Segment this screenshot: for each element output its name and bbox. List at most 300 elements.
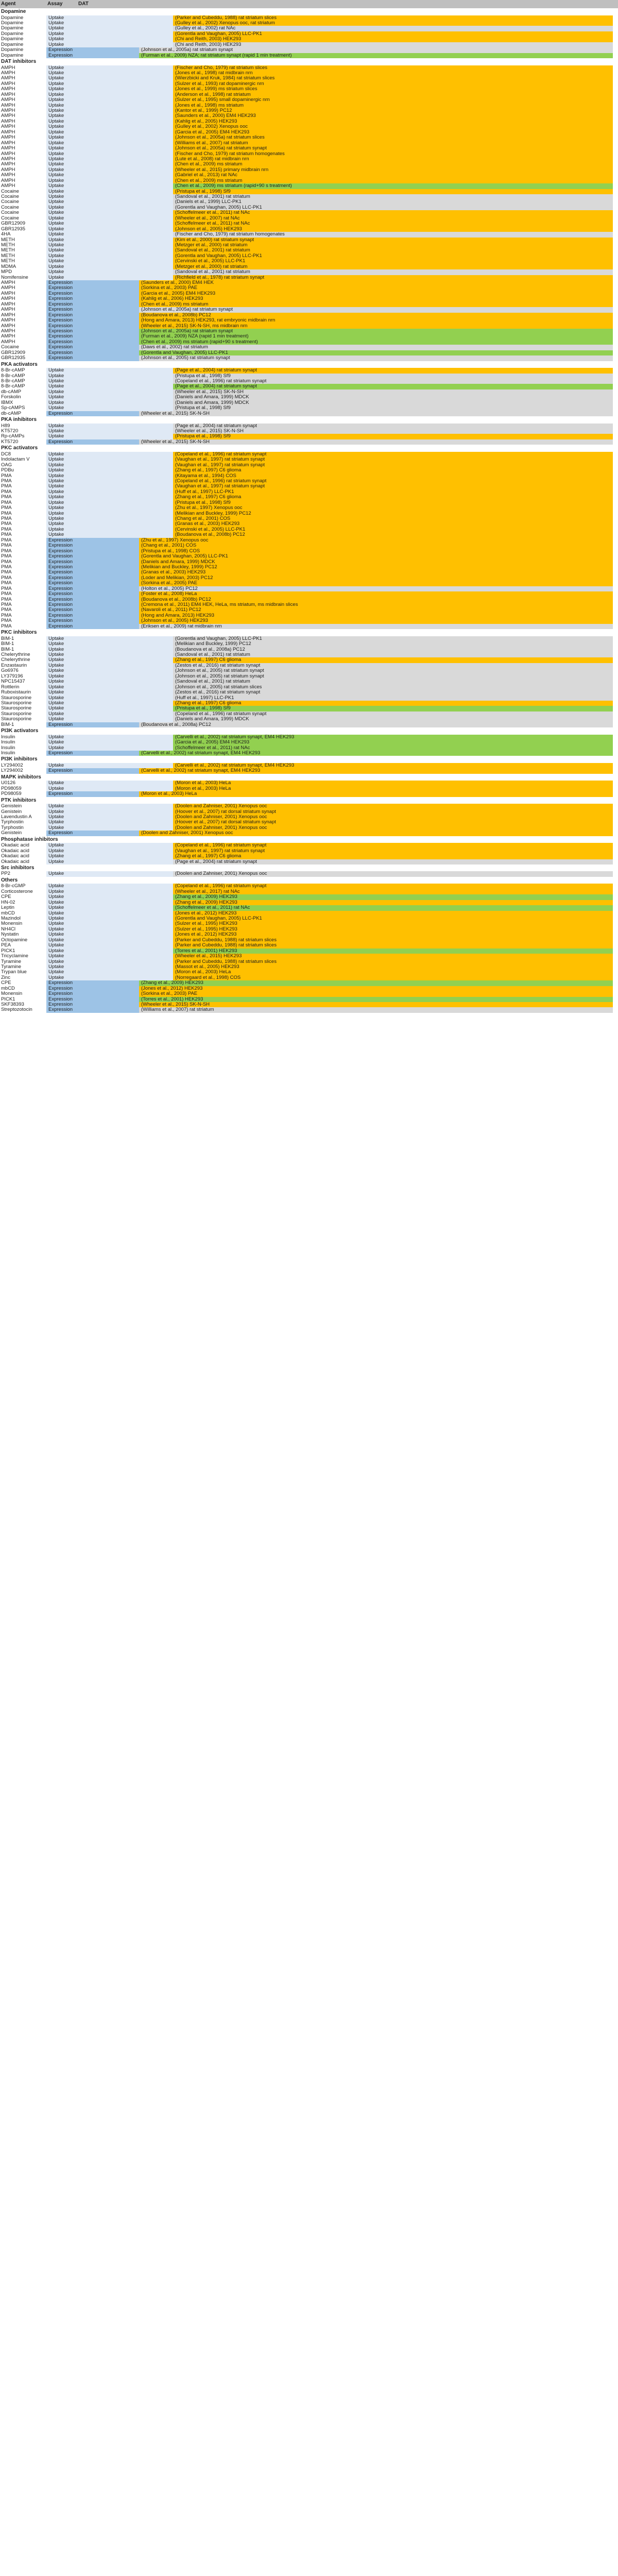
table-header bbox=[0, 0, 618, 8]
agent-cell: Dopamine bbox=[1, 52, 24, 58]
agent-cell: Indolactam V bbox=[1, 456, 30, 463]
table-row bbox=[0, 668, 618, 673]
assay-label: Uptake bbox=[48, 215, 64, 221]
table-row bbox=[0, 350, 618, 355]
dat-result-text: (Wheeler et al., 2007) rat NAc bbox=[175, 215, 240, 221]
assay-label: Expression bbox=[48, 623, 73, 629]
dat-result-cell bbox=[173, 889, 613, 894]
agent-cell: AMPH bbox=[1, 183, 15, 189]
agent-cell: Nomifensine bbox=[1, 274, 28, 280]
table-row bbox=[0, 1007, 618, 1012]
assay-cell bbox=[46, 781, 173, 786]
agent-cell: GBR12935 bbox=[1, 355, 26, 361]
dat-result-text: (Carvelli et al., 2002) rat striatum synapt, EM4 HEK293 bbox=[175, 734, 295, 740]
table-row bbox=[0, 457, 618, 462]
agent-cell: AMPH bbox=[1, 156, 15, 162]
agent-cell: AMPH bbox=[1, 91, 15, 97]
dat-result-text: (Wheeler et al., 2015) SK-N-SH, ms midbrain nrn bbox=[141, 323, 248, 329]
table-row bbox=[0, 657, 618, 663]
table-row bbox=[0, 65, 618, 71]
dat-result-text: (Pristupa et al., 1998) Sf9 bbox=[175, 499, 231, 505]
dat-result-cell bbox=[173, 232, 613, 237]
assay-cell bbox=[46, 452, 173, 457]
dat-result-text: (Torres et al., 2001) HEK293 bbox=[175, 947, 237, 954]
assay-cell bbox=[46, 647, 173, 652]
agent-cell: PDBu bbox=[1, 467, 14, 473]
agent-cell: PMA bbox=[1, 564, 12, 570]
dat-result-text: (Chen et al., 2009) ms striatum bbox=[175, 161, 243, 167]
agent-cell: PMA bbox=[1, 569, 12, 575]
assay-cell bbox=[46, 521, 173, 527]
table-row bbox=[0, 871, 618, 876]
assay-cell bbox=[46, 916, 173, 921]
section-header: PKA inhibitors bbox=[1, 417, 37, 422]
assay-cell bbox=[46, 189, 173, 194]
agent-cell: AMPH bbox=[1, 97, 15, 103]
dat-result-text: (Doolen and Zahniser, 2001) Xenopus ooc bbox=[175, 803, 267, 809]
assay-cell bbox=[46, 194, 173, 199]
section-header: PKC inhibitors bbox=[1, 630, 37, 636]
table-row bbox=[0, 162, 618, 167]
table-row bbox=[0, 722, 618, 727]
table-row bbox=[0, 334, 618, 339]
dat-result-text: (Boudanova et al., 2008b) PC12 bbox=[141, 312, 211, 318]
table-row bbox=[0, 900, 618, 905]
dat-result-cell bbox=[173, 275, 613, 280]
table-row bbox=[0, 560, 618, 565]
table-row bbox=[0, 473, 618, 479]
dat-result-text: (Jones et al., 1999) ms striatum slices bbox=[175, 86, 258, 92]
assay-label: Expression bbox=[48, 596, 73, 602]
table-row bbox=[0, 607, 618, 613]
dat-result-text: (Boudanova et al., 2008a) PC12 bbox=[141, 721, 211, 727]
table-row bbox=[0, 959, 618, 964]
dat-result-text: (Johnson et al., 2005) rat striatum synapt bbox=[175, 673, 264, 679]
dat-result-text: (Sorkina et al., 2005) PAE bbox=[141, 580, 198, 586]
dat-result-text: (Melikian and Buckley, 1999) PC12 bbox=[141, 564, 217, 570]
assay-label: Expression bbox=[48, 543, 73, 549]
table-row bbox=[0, 954, 618, 959]
assay-cell bbox=[46, 81, 173, 87]
assay-cell bbox=[46, 97, 173, 103]
dat-result-text: (Pristupa et al., 1998) COS bbox=[141, 548, 200, 554]
dat-result-text: (Zhang et al., 1997) C6 glioma bbox=[175, 467, 242, 473]
assay-label: Uptake bbox=[48, 20, 64, 26]
dat-result-text: (Hong and Amara, 2013) HEK293, rat embryonic midbrain nrn bbox=[141, 317, 276, 324]
dat-result-text: (Copeland et al., 1996) rat striatum synapt bbox=[175, 451, 267, 457]
dat-result-cell bbox=[173, 871, 613, 876]
assay-label: Expression bbox=[48, 607, 73, 613]
dat-result-text: (Copeland et al., 1996) rat striatum synapt bbox=[175, 710, 267, 717]
assay-label: Expression bbox=[48, 328, 73, 334]
dat-result-cell bbox=[173, 964, 613, 970]
dat-result-text: (Parker and Cubeddu, 1988) rat striatum slices bbox=[175, 937, 277, 943]
agent-cell: PICK1 bbox=[1, 947, 15, 954]
dat-result-text: (Carvelli et al., 2002) rat striatum synapt, EM4 HEK293 bbox=[175, 762, 295, 768]
assay-cell bbox=[46, 53, 139, 58]
assay-label: Uptake bbox=[48, 30, 64, 37]
agent-cell: AMPH bbox=[1, 307, 15, 313]
assay-label: Uptake bbox=[48, 814, 64, 820]
assay-cell bbox=[46, 679, 173, 684]
table-row bbox=[0, 685, 618, 690]
assay-label: Uptake bbox=[48, 734, 64, 740]
table-row bbox=[0, 613, 618, 618]
assay-cell bbox=[46, 900, 173, 905]
table-row bbox=[0, 31, 618, 37]
agent-cell: Okadaic acid bbox=[1, 842, 29, 849]
table-row bbox=[0, 355, 618, 361]
table-row bbox=[0, 275, 618, 280]
assay-label: Uptake bbox=[48, 842, 64, 849]
agent-cell: MDMA bbox=[1, 263, 16, 269]
assay-cell bbox=[46, 162, 173, 167]
assay-label: Uptake bbox=[48, 652, 64, 657]
table-body bbox=[0, 8, 618, 1013]
assay-label: Expression bbox=[48, 553, 73, 560]
dat-result-cell bbox=[139, 991, 613, 996]
assay-cell bbox=[46, 489, 173, 495]
agent-cell: GBR12935 bbox=[1, 226, 26, 232]
dat-result-cell bbox=[173, 468, 613, 473]
assay-cell bbox=[46, 468, 173, 473]
assay-label: Uptake bbox=[48, 657, 64, 663]
assay-label: Uptake bbox=[48, 942, 64, 948]
assay-label: Uptake bbox=[48, 510, 64, 516]
dat-result-cell bbox=[173, 804, 613, 809]
dat-result-text: (Fischer and Cho, 1979) rat striatum homogenates bbox=[175, 150, 285, 157]
assay-label: Uptake bbox=[48, 97, 64, 103]
assay-cell bbox=[46, 905, 173, 910]
assay-label: Uptake bbox=[48, 274, 64, 280]
assay-cell bbox=[46, 37, 173, 42]
agent-cell: Staurosporine bbox=[1, 710, 32, 717]
dat-result-text: (Zhang et al., 1997) C6 glioma bbox=[175, 657, 242, 663]
table-row bbox=[0, 468, 618, 473]
dat-result-cell bbox=[139, 53, 613, 58]
agent-cell: Okadaic acid bbox=[1, 858, 29, 865]
table-row bbox=[0, 745, 618, 751]
assay-cell bbox=[46, 894, 173, 900]
dat-result-text: (Wheeler et al., 2015) SK-N-SH bbox=[175, 428, 244, 434]
dat-result-text: (Parker and Cubeddu, 1988) rat striatum slices bbox=[175, 14, 277, 21]
agent-cell: db-cAMP bbox=[1, 410, 22, 416]
agent-cell: AMPH bbox=[1, 172, 15, 178]
assay-cell bbox=[46, 221, 173, 226]
table-row bbox=[0, 581, 618, 586]
agent-cell: PMA bbox=[1, 505, 12, 511]
dat-result-text: (Lute et al., 2008) rat midbrain nrn bbox=[175, 156, 249, 162]
dat-result-cell bbox=[173, 916, 613, 921]
assay-cell bbox=[46, 65, 173, 71]
agent-cell: Tyrphostin bbox=[1, 824, 24, 831]
assay-label: Uptake bbox=[48, 150, 64, 157]
table-row bbox=[0, 831, 618, 836]
dat-result-text: (Page et al., 2004) rat striatum synapt bbox=[175, 383, 257, 389]
assay-label: Uptake bbox=[48, 532, 64, 538]
table-row bbox=[0, 538, 618, 543]
dat-result-text: (Kitayama et al., 1994) COS bbox=[175, 472, 236, 479]
table-row bbox=[0, 205, 618, 210]
dat-result-cell bbox=[173, 183, 613, 189]
table-row bbox=[0, 47, 618, 53]
table-row bbox=[0, 843, 618, 848]
dat-result-cell bbox=[139, 791, 613, 796]
dat-result-text: (Johnson et al., 2005) HEK293 bbox=[141, 618, 208, 624]
agent-cell: Dopamine bbox=[1, 47, 24, 53]
assay-cell bbox=[46, 167, 173, 173]
table-row bbox=[0, 932, 618, 937]
table-row bbox=[0, 964, 618, 970]
dat-result-text: (Daws et al., 2002) rat striatum bbox=[141, 344, 208, 350]
agent-cell: Forskolin bbox=[1, 394, 21, 400]
agent-cell: PMA bbox=[1, 580, 12, 586]
table-row bbox=[0, 970, 618, 975]
section-header: DAT inhibitors bbox=[1, 59, 37, 64]
dat-result-text: (Johnson et al., 2005) rat striatum synapt bbox=[175, 668, 264, 674]
assay-label: Uptake bbox=[48, 472, 64, 479]
assay-label: Uptake bbox=[48, 646, 64, 652]
dat-result-text: (Sorkina et al., 2003) PAE bbox=[141, 991, 198, 997]
agent-cell: Chelerythrine bbox=[1, 652, 30, 657]
dat-result-text: (Anderson et al., 1998) rat striatum bbox=[175, 91, 251, 97]
dat-result-cell bbox=[173, 701, 613, 706]
assay-label: Uptake bbox=[48, 483, 64, 489]
agent-cell: PICK1 bbox=[1, 996, 15, 1002]
dat-result-text: (Saunders et al., 2000) EM4 HEK293 bbox=[175, 113, 256, 119]
assay-label: Uptake bbox=[48, 716, 64, 722]
dat-result-cell bbox=[139, 986, 613, 991]
assay-label: Expression bbox=[48, 830, 73, 836]
dat-result-text: (Metzger et al., 2000) rat striatum bbox=[175, 263, 248, 269]
assay-label: Uptake bbox=[48, 905, 64, 911]
assay-label: Expression bbox=[48, 537, 73, 543]
assay-label: Expression bbox=[48, 410, 73, 416]
assay-label: Uptake bbox=[48, 705, 64, 711]
agent-cell: PMA bbox=[1, 612, 12, 618]
assay-label: Uptake bbox=[48, 478, 64, 484]
agent-cell: db-cAMP bbox=[1, 388, 22, 395]
assay-cell bbox=[46, 740, 173, 745]
dat-result-text: (Wheeler et al., 2015) HEK293 bbox=[175, 953, 242, 959]
assay-label: Expression bbox=[48, 333, 73, 340]
dat-result-text: (Zhang et al., 1997) C6 glioma bbox=[175, 853, 242, 859]
assay-cell bbox=[46, 259, 173, 264]
assay-label: Uptake bbox=[48, 451, 64, 457]
agent-cell: mbCD bbox=[1, 910, 15, 916]
agent-cell: Genistein bbox=[1, 830, 22, 836]
assay-cell bbox=[46, 970, 173, 975]
dat-result-text: (Schoffelmeer et al., 2011) rat NAc bbox=[175, 744, 250, 751]
table-row bbox=[0, 516, 618, 521]
assay-label: Uptake bbox=[48, 937, 64, 943]
assay-cell bbox=[46, 889, 173, 894]
dat-result-cell bbox=[139, 340, 613, 345]
assay-label: Uptake bbox=[48, 516, 64, 521]
table-row bbox=[0, 113, 618, 118]
dat-result-text: (Doolen and Zahniser, 2001) Xenopus ooc bbox=[175, 871, 267, 877]
dat-table bbox=[0, 0, 618, 1013]
assay-label: Uptake bbox=[48, 467, 64, 473]
assay-label: Uptake bbox=[48, 156, 64, 162]
dat-result-text: (Boudanova et al., 2008b) PC12 bbox=[141, 596, 211, 602]
dat-result-text: (Sandoval et al., 2001) rat striatum bbox=[175, 652, 250, 657]
agent-cell: AMPH bbox=[1, 166, 15, 173]
table-row bbox=[0, 706, 618, 711]
dat-result-text: (Loder and Melikian, 2003) PC12 bbox=[141, 574, 213, 581]
agent-cell: PEA bbox=[1, 942, 11, 948]
assay-cell bbox=[46, 232, 173, 237]
assay-column-header: Assay bbox=[47, 1, 63, 7]
agent-cell: AMPH bbox=[1, 140, 15, 146]
table-row bbox=[0, 717, 618, 722]
table-row bbox=[0, 199, 618, 205]
dat-result-cell bbox=[139, 439, 613, 445]
agent-cell: PD98059 bbox=[1, 791, 22, 797]
agent-cell: PMA bbox=[1, 574, 12, 581]
agent-cell: BIM-1 bbox=[1, 646, 14, 652]
assay-cell bbox=[46, 927, 173, 932]
dat-result-text: (Doolen and Zahniser, 2001) Xenopus ooc bbox=[175, 824, 267, 831]
dat-result-text: (Huff et al., 1997) LLC-PK1 bbox=[175, 488, 234, 495]
dat-result-text: (Gorentla and Vaughan, 2005) LLC-PK1 bbox=[141, 349, 228, 355]
assay-label: Uptake bbox=[48, 129, 64, 135]
assay-label: Expression bbox=[48, 307, 73, 313]
dat-result-cell bbox=[173, 103, 613, 108]
dat-result-cell bbox=[173, 368, 613, 373]
table-row bbox=[0, 248, 618, 253]
table-row bbox=[0, 575, 618, 581]
dat-result-text: (Zestos et al., 2016) rat striatum synapt bbox=[175, 689, 261, 696]
dat-result-text: (Chi and Reith, 2003) HEK293 bbox=[175, 36, 242, 42]
assay-label: Uptake bbox=[48, 183, 64, 189]
agent-cell: PMA bbox=[1, 494, 12, 500]
assay-cell bbox=[46, 157, 173, 162]
table-row bbox=[0, 543, 618, 548]
table-row bbox=[0, 178, 618, 183]
assay-label: Uptake bbox=[48, 247, 64, 253]
table-row bbox=[0, 991, 618, 996]
assay-cell bbox=[46, 859, 173, 865]
dat-result-cell bbox=[173, 905, 613, 910]
dat-result-text: (Schoffelmeer et al., 2011) rat NAc bbox=[175, 210, 250, 216]
dat-result-text: (Kantor et al., 1999) PC12 bbox=[175, 108, 232, 113]
dat-result-text: (Chang et al., 2001) COS bbox=[141, 543, 197, 549]
dat-result-text: (Chen et al., 2009) ms striatum bbox=[175, 177, 243, 183]
agent-cell: 4HA bbox=[1, 231, 11, 238]
table-row bbox=[0, 849, 618, 854]
assay-label: Uptake bbox=[48, 894, 64, 900]
table-row bbox=[0, 345, 618, 350]
table-row bbox=[0, 624, 618, 629]
table-row bbox=[0, 500, 618, 505]
table-row bbox=[0, 189, 618, 194]
table-row bbox=[0, 103, 618, 108]
assay-label: Uptake bbox=[48, 662, 64, 668]
assay-cell bbox=[46, 516, 173, 521]
assay-cell bbox=[46, 668, 173, 673]
agent-cell: Mazindol bbox=[1, 916, 21, 921]
assay-cell bbox=[46, 269, 173, 275]
table-row bbox=[0, 618, 618, 623]
table-row bbox=[0, 42, 618, 47]
agent-cell: PMA bbox=[1, 618, 12, 624]
table-row bbox=[0, 484, 618, 489]
table-row bbox=[0, 570, 618, 575]
dat-result-text: (Sulzer et al., 1995) HEK293 bbox=[175, 926, 237, 932]
agent-cell: 8-Br-cAMP bbox=[1, 367, 25, 374]
agent-cell: PMA bbox=[1, 558, 12, 565]
agent-cell: PMA bbox=[1, 585, 12, 591]
agent-cell: Go6976 bbox=[1, 668, 19, 674]
agent-cell: Genistein bbox=[1, 808, 22, 815]
table-row bbox=[0, 859, 618, 865]
dat-result-text: (Zhu et al., 1997) Xenopus ooc bbox=[141, 537, 209, 543]
assay-cell bbox=[46, 820, 173, 825]
dat-result-text: (Carvelli et al., 2002) rat striatum synapt, EM4 HEK293 bbox=[141, 768, 261, 774]
agent-cell: PMA bbox=[1, 591, 12, 597]
agent-cell: H89 bbox=[1, 422, 10, 429]
dat-result-text: (Parker and Cubeddu, 1988) rat striatum slices bbox=[175, 958, 277, 964]
assay-label: Uptake bbox=[48, 383, 64, 389]
dat-result-text: (Page et al., 2004) rat striatum synapt bbox=[175, 367, 257, 374]
table-row bbox=[0, 647, 618, 652]
dat-result-text: (Johnson et al., 2005) HEK293 bbox=[175, 226, 242, 232]
assay-label: Expression bbox=[48, 750, 73, 756]
assay-label: Uptake bbox=[48, 668, 64, 674]
assay-cell bbox=[46, 227, 173, 232]
assay-cell bbox=[46, 119, 173, 124]
agent-cell: METH bbox=[1, 247, 15, 253]
dat-result-cell bbox=[139, 997, 613, 1002]
table-row bbox=[0, 324, 618, 329]
agent-cell: AMPH bbox=[1, 290, 15, 296]
assay-cell bbox=[46, 253, 173, 259]
assay-label: Expression bbox=[48, 991, 73, 997]
table-row bbox=[0, 135, 618, 140]
table-row bbox=[0, 124, 618, 129]
dat-result-text: (Sorkina et al., 2003) PAE bbox=[141, 285, 198, 291]
dat-result-text: (Page et al., 2004) rat striatum synapt bbox=[175, 858, 257, 865]
assay-cell bbox=[46, 463, 173, 468]
table-row bbox=[0, 696, 618, 701]
dat-result-cell bbox=[173, 690, 613, 695]
assay-cell bbox=[46, 379, 173, 384]
dat-result-text: (Schoffelmeer et al., 2011) rat NAc bbox=[175, 905, 250, 911]
assay-label: Uptake bbox=[48, 134, 64, 141]
table-row bbox=[0, 434, 618, 439]
agent-cell: AMPH bbox=[1, 102, 15, 108]
dat-result-text: (Carvelli et al., 2002) rat striatum synapt, EM4 HEK293 bbox=[141, 750, 261, 756]
assay-cell bbox=[46, 791, 139, 796]
dat-result-cell bbox=[173, 641, 613, 647]
table-row bbox=[0, 87, 618, 92]
agent-cell: Dopamine bbox=[1, 20, 24, 26]
table-row bbox=[0, 804, 618, 809]
table-row bbox=[0, 269, 618, 275]
table-row bbox=[0, 411, 618, 416]
assay-label: Uptake bbox=[48, 102, 64, 108]
assay-label: Expression bbox=[48, 52, 73, 58]
dat-result-text: (Saunders et al., 2000) EM4 HEK bbox=[141, 280, 214, 285]
dat-result-cell bbox=[173, 954, 613, 959]
table-row bbox=[0, 690, 618, 695]
agent-cell: Dopamine bbox=[1, 25, 24, 31]
assay-label: Uptake bbox=[48, 124, 64, 130]
table-row bbox=[0, 227, 618, 232]
dat-result-text: (Fischer and Cho, 1979) rat striatum slices bbox=[175, 64, 267, 71]
table-row bbox=[0, 76, 618, 81]
